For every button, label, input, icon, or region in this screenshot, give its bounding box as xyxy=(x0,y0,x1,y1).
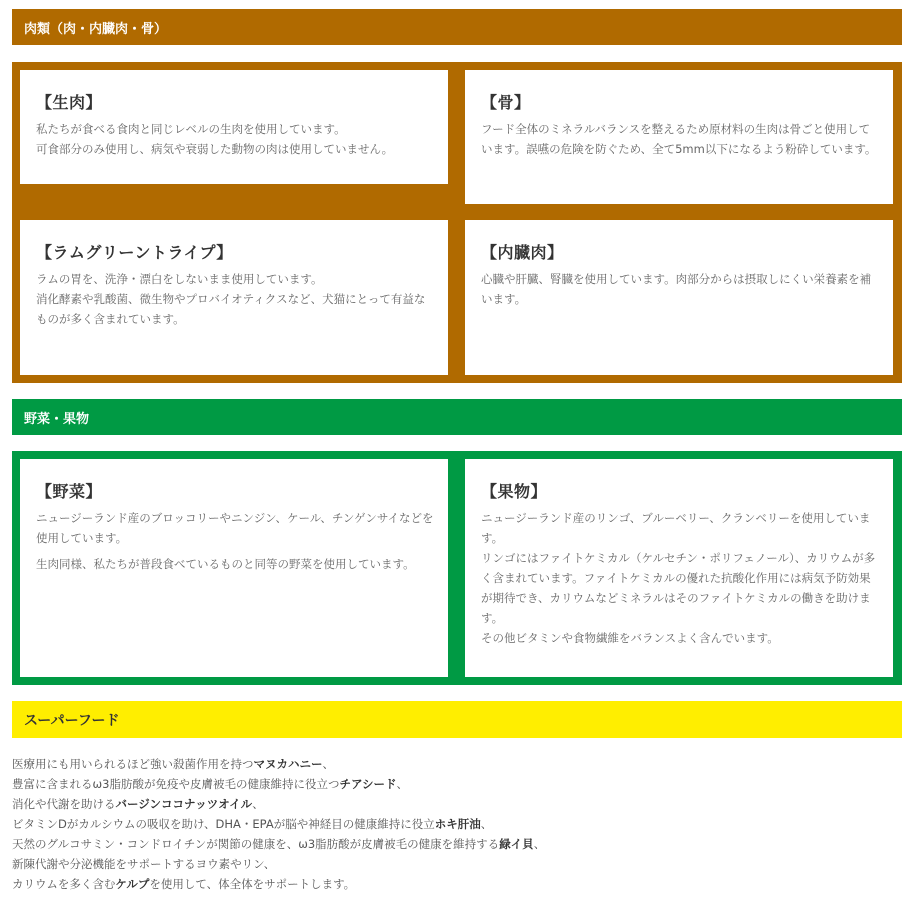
superfood-text xyxy=(12,754,902,894)
meat-section-header: 肉類（肉・内臓肉・骨） xyxy=(12,9,902,45)
card-text xyxy=(481,508,879,648)
card-line: リンゴにはファイトケミカル（ケルセチン・ポリフェノール）、カリウムが多く含まれています。ファイトケミカルの優れた抗酸化作用には病気予防効果が期待でき、カリウムなどミネラルはそのファイトケミカルの働きを助けます。 xyxy=(481,551,876,625)
card-vegetables xyxy=(20,459,448,677)
superfood-line: 消化や代謝を助けるバージンココナッツオイル、 xyxy=(12,797,264,811)
card-raw-meat xyxy=(20,70,448,184)
veg-panel xyxy=(12,451,902,685)
card-organ-meat xyxy=(465,220,893,375)
card-line: その他ビタミンや食物繊維をバランスよく含んでいます。 xyxy=(481,631,779,645)
card-line: フード全体のミネラルバランスを整えるため原材料の生肉は骨ごと使用しています。誤嚥の危険を防ぐため、全て5mm以下になるよう粉砕しています。 xyxy=(481,122,877,156)
superfood-line: 豊富に含まれるω3脂肪酸が免疫や皮膚被毛の健康維持に役立つチアシード、 xyxy=(12,777,408,791)
card-line: 心臓や肝臓、腎臓を使用しています。肉部分からは摂取しにくい栄養素を補います。 xyxy=(481,272,872,306)
card-text xyxy=(36,508,434,574)
superfood-line: 新陳代謝や分泌機能をサポートするヨウ素やリン、 xyxy=(12,857,276,871)
card-title: 【内臓肉】 xyxy=(481,243,564,262)
superfood-line: カリウムを多く含むケルプを使用して、体全体をサポートします。 xyxy=(12,877,356,891)
card-title: 【ラムグリーントライプ】 xyxy=(36,243,233,262)
superfood-line: 医療用にも用いられるほど強い殺菌作用を持つマヌカハニー、 xyxy=(12,757,334,771)
veg-section-header: 野菜・果物 xyxy=(12,399,902,435)
superfood-section-header: スーパーフード xyxy=(12,701,902,738)
card-line: ニュージーランド産のリンゴ、ブルーベリー、クランベリーを使用しています。 xyxy=(481,511,871,545)
card-line: ニュージーランド産のブロッコリーやニンジン、ケール、チンゲンサイなどを使用しています。 xyxy=(36,511,434,545)
meat-panel xyxy=(12,62,902,383)
card-fruits xyxy=(465,459,893,677)
card-bone xyxy=(465,70,893,204)
card-title: 【野菜】 xyxy=(36,482,103,501)
card-line: ラムの胃を、洗浄・漂白をしないまま使用しています。 xyxy=(36,272,323,286)
card-title: 【果物】 xyxy=(481,482,548,501)
card-text xyxy=(481,119,877,159)
card-line: 私たちが食べる食肉と同じレベルの生肉を使用しています。 xyxy=(36,122,346,136)
card-title: 【骨】 xyxy=(481,93,531,112)
card-text xyxy=(481,269,877,309)
card-line: 消化酵素や乳酸菌、微生物やプロバイオティクスなど、犬猫にとって有益なものが多く含まれています。 xyxy=(36,292,426,326)
card-line: 生肉同様、私たちが普段食べているものと同等の野菜を使用しています。 xyxy=(36,557,415,571)
superfood-line: 天然のグルコサミン・コンドロイチンが関節の健康を、ω3脂肪酸が皮膚被毛の健康を維持する緑イ貝、 xyxy=(12,837,546,851)
card-green-tripe xyxy=(20,220,448,375)
superfood-line: ビタミンDがカルシウムの吸収を助け、DHA・EPAが脳や神経目の健康維持に役立ホキ肝油、 xyxy=(12,817,493,831)
card-title: 【生肉】 xyxy=(36,93,103,112)
card-line: 可食部分のみ使用し、病気や衰弱した動物の肉は使用していません。 xyxy=(36,142,394,156)
card-text xyxy=(36,119,436,159)
card-text xyxy=(36,269,434,329)
